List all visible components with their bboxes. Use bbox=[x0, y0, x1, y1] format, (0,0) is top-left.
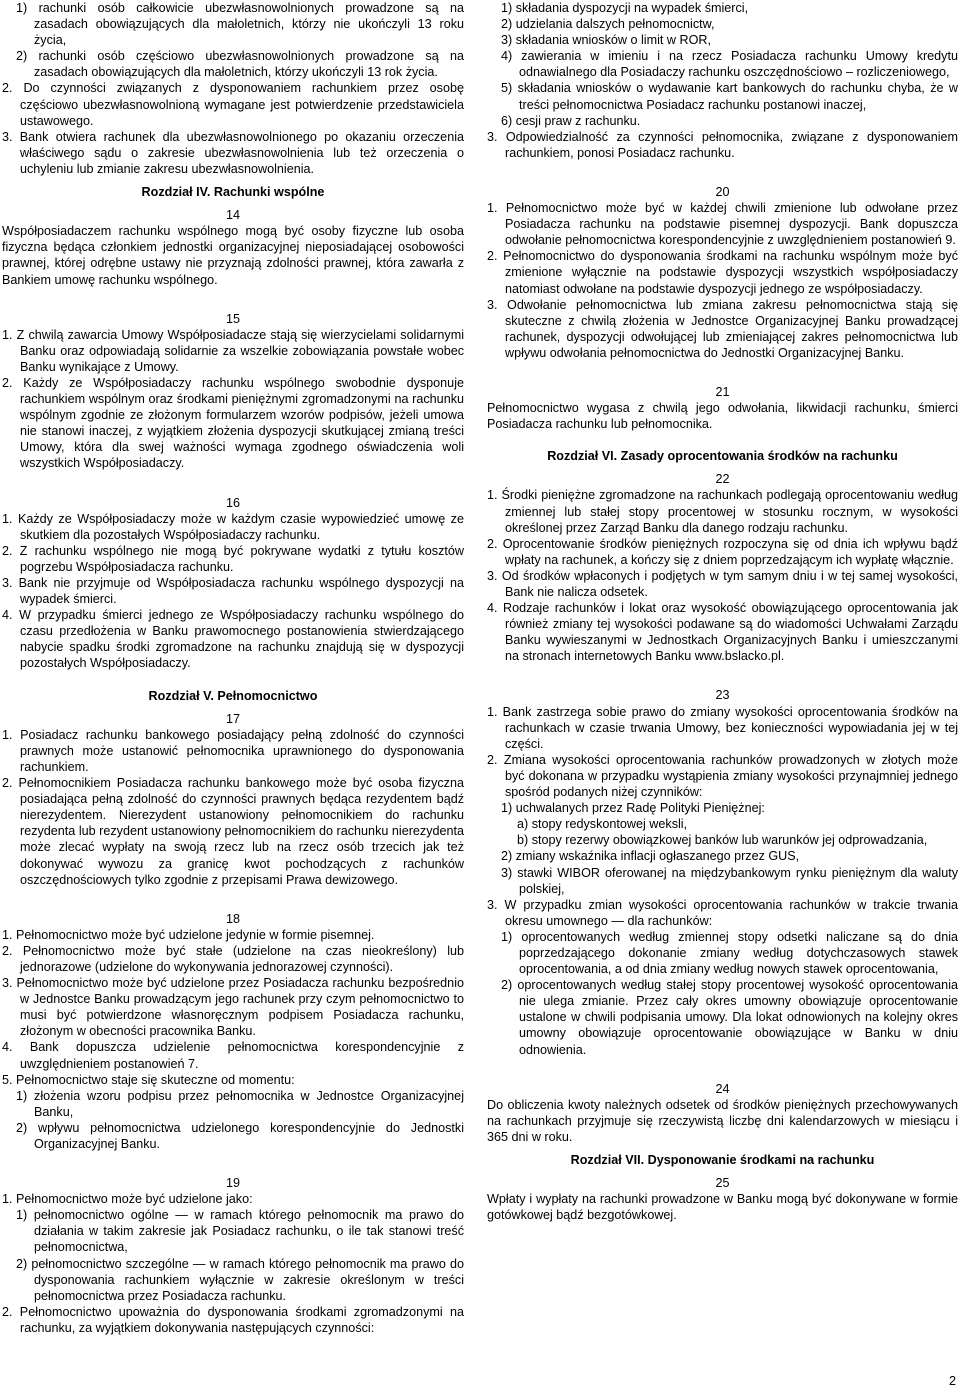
section-22-number: 22 bbox=[715, 472, 730, 487]
cont-item-6: 6) cesji praw z rachunku. bbox=[501, 113, 641, 128]
section-18-item-1: 1. Pełnomocnictwo może być udzielone jedynie w formie pisemnej. bbox=[2, 927, 375, 942]
section-22-item-2: 2. Oprocentowanie środków pieniężnych rozpoczyna się od dnia ich wpływu bądź wpłaty na rachunek, a kończy się z dniem poprzedzającym ich wypłatę włącznie. bbox=[487, 536, 958, 567]
section-14-number: 14 bbox=[225, 208, 240, 223]
section-19-item-1: 1. Pełnomocnictwo może być udzielone jako: bbox=[2, 1192, 253, 1207]
page-number: 2 bbox=[948, 1373, 956, 1388]
section-23-factor-1b: b) stopy rezerwy obowiązkowej banków lub warunków jej odprowadzania, bbox=[517, 833, 928, 848]
intro-item-2: 2) rachunki osób częściowo ubezwłasnowolnionych prowadzone są na zasadach obowiązujących dla małoletnich, którzy ukończyli 13 rok życia. bbox=[16, 49, 464, 80]
section-20-number: 20 bbox=[715, 184, 730, 199]
section-20-item-1: 1. Pełnomocnictwo może być w każdej chwili zmienione lub odwołane przez Posiadacza rachunku na podstawie pisemnej dyspozycji. Bank dopuszcza odwołanie pełnomocnictwa korespondencyjnie z uwzględnieniem postanowień 9. bbox=[487, 201, 958, 248]
section-18-item-4: 4. Bank dopuszcza udzielenie pełnomocnictwa korespondencyjnie z uwzględnieniem postanowień 7. bbox=[2, 1040, 464, 1071]
section-23-rule-1: 1) oprocentowanych według zmiennej stopy odsetki naliczane są do dnia poprzedzającego dokonanie zmiany według dotychczasowych stawek oprocentowania, a od dnia zmiany według nowych stawek oprocentowania, bbox=[501, 929, 958, 977]
section-16-item-4: 4. W przypadku śmierci jednego ze Współposiadaczy rachunku wspólnego do czasu przedłożenia w Banku prawomocnego postanowienia stwierdzającego nabycie spadku środki zgromadzone na rachunku znajdują się w dyspozycji pozostałych Współposiadaczy. bbox=[2, 608, 464, 671]
section-18-item-5: 5. Pełnomocnictwo staje się skuteczne od momentu: bbox=[2, 1072, 295, 1087]
section-18-number: 18 bbox=[225, 911, 240, 926]
section-15-item-2: 2. Każdy ze Współposiadaczy rachunku wspólnego swobodnie dysponuje rachunkiem wspólnym oraz środkami pieniężnymi zgromadzonymi na rachunku wspólnym zgodnie ze złożonym formularzem wzorów podpisów, jeżeli umowa nie stanowi inaczej, z wyjątkiem złożenia dyspozycji skutkującej zmianą treści Umowy, która dla swej ważności wymaga zgodnego oświadczenia woli wszystkich Współposiadaczy. bbox=[2, 375, 464, 471]
chapter-6-title: Rozdział VI. Zasady oprocentowania środków na rachunku bbox=[547, 449, 898, 464]
section-19-item-2: 2. Pełnomocnictwo upoważnia do dysponowania środkami zgromadzonymi na rachunku, za wyjątkiem dokonywania następujących czynności: bbox=[2, 1304, 464, 1335]
section-22-item-4: 4. Rodzaje rachunków i lokat oraz wysokość obowiązującego oprocentowania jak również zmiany tej wysokości podawane są do wiadomości Uchwałami Zarządu Banku wywieszanymi w Jednostkach Organizacyjnych Banku i umieszczanymi na stronach internetowych Banku www.bslacko.pl. bbox=[487, 601, 958, 664]
section-19-number: 19 bbox=[225, 1176, 240, 1191]
left-column bbox=[2, 0, 464, 1336]
section-21-number: 21 bbox=[715, 384, 730, 399]
section-24-number: 24 bbox=[715, 1081, 730, 1096]
section-15-number: 15 bbox=[225, 311, 240, 326]
chapter-5-title: Rozdział V. Pełnomocnictwo bbox=[148, 688, 318, 703]
section-18-item-3: 3. Pełnomocnictwo może być udzielone przez Posiadacza rachunku bezpośrednio w Jednostce Banku prowadzącym jego rachunek przy czym pełnomocnictwo to musi być potwierdzone własnoręcznym podpisem Posiadacza rachunku, złożonym w obecności pracownika Banku. bbox=[2, 976, 464, 1039]
section-18-item-2: 2. Pełnomocnictwo może być stałe (udzielone na czas nieokreślony) lub jednorazowe (udzielone do wykonywania jednorazowej czynności). bbox=[2, 943, 464, 974]
section-23-factor-2: 2) zmiany wskaźnika inflacji ogłaszanego przez GUS, bbox=[501, 849, 800, 864]
section-14-text: Współposiadaczem rachunku wspólnego mogą być osoby fizyczne lub osoba fizyczna będąca członkiem jednostki organizacyjnej nieposiadającej osobowości prawnej, której odrębne ustawy nie przyznają zdolności prawnej, która zawarła z Bankiem umowę rachunku wspólnego. bbox=[2, 224, 464, 287]
section-23-factor-1: 1) uchwalanych przez Radę Polityki Pieniężnej: bbox=[501, 801, 765, 816]
section-22-item-3: 3. Od środków wpłaconych i podjętych w tym samym dniu i w tej samej wysokości, Bank nie nalicza odsetek. bbox=[487, 568, 958, 599]
section-20-item-2: 2. Pełnomocnictwo do dysponowania środkami na rachunku wspólnym może być zmienione wyłącznie na podstawie dyspozycji wszystkich współposiadaczy natomiast odwołane na podstawie dyspozycji jednego ze współposiadaczy. bbox=[487, 249, 958, 296]
section-16-item-3: 3. Bank nie przyjmuje od Współposiadacza rachunku wspólnego dyspozycji na wypadek śmierci. bbox=[2, 576, 464, 607]
section-23-number: 23 bbox=[715, 688, 730, 703]
section-20-item-3: 3. Odwołanie pełnomocnictwa lub zmiana zakresu pełnomocnictwa stają się skuteczne z chwilą złożenia w Jednostce Organizacyjnej Banku prowadzącej rachunek, dyspozycji odwołującej lub zmieniającej zakres pełnomocnictwa lub wpływu odwołania pełnomocnictwa do Jednostki Organizacyjnej Banku. bbox=[487, 297, 958, 360]
section-25-text: Wpłaty i wypłaty na rachunki prowadzone w Banku mogą być dokonywane w formie gotówkowej bądź bezgotówkowej. bbox=[487, 1192, 958, 1223]
cont-item-3: 3) składania wniosków o limit w ROR, bbox=[501, 33, 711, 48]
chapter-4-title: Rozdział IV. Rachunki wspólne bbox=[141, 185, 325, 200]
section-18-sub-2: 2) wpływu pełnomocnictwa udzielonego korespondencyjnie do Jednostki Organizacyjnej Banku. bbox=[16, 1120, 464, 1151]
cont-para-3: 3. Odpowiedzialność za czynności pełnomocnika, związane z dysponowaniem rachunkiem, ponosi Posiadacz rachunku. bbox=[487, 129, 958, 160]
section-15-item-1: 1. Z chwilą zawarcia Umowy Współposiadacze stają się wierzycielami solidarnymi Banku oraz odpowiadają solidarnie za wszelkie zobowiązania powstałe wobec Banku wynikające z Umowy. bbox=[2, 327, 464, 374]
section-16-item-1: 1. Każdy ze Współposiadaczy może w każdym czasie wypowiedzieć umowę ze skutkiem dla pozostałych Współposiadaczy rachunku. bbox=[2, 511, 464, 542]
section-19-sub-2: 2) pełnomocnictwo szczególne — w ramach którego pełnomocnik ma prawo do dysponowania rachunkiem wyłącznie w zakresie określonym w treści pełnomocnictwa przez Posiadacza rachunku. bbox=[16, 1256, 464, 1303]
section-23-item-3: 3. W przypadku zmian wysokości oprocentowania rachunków w trakcie trwania okresu umownego — dla rachunków: bbox=[487, 897, 958, 928]
section-23-factor-1a: a) stopy redyskontowej weksli, bbox=[517, 817, 688, 832]
right-column bbox=[487, 0, 958, 1223]
section-16-item-2: 2. Z rachunku wspólnego nie mogą być pokrywane wydatki z tytułu kosztów pogrzebu Współposiadacza rachunku. bbox=[2, 543, 464, 574]
section-23-item-1: 1. Bank zastrzega sobie prawo do zmiany wysokości oprocentowania środków na rachunkach w czasie trwania Umowy, bez konieczności wypowiadania jej w tej części. bbox=[487, 704, 958, 751]
intro-item-1: 1) rachunki osób całkowicie ubezwłasnowolnionych prowadzone są na zasadach obowiązujących dla małoletnich, którzy nie ukończyli 13 roku życia, bbox=[16, 1, 464, 48]
section-18-sub-1: 1) złożenia wzoru podpisu przez pełnomocnika w Jednostce Organizacyjnej Banku, bbox=[16, 1088, 464, 1119]
section-23-factor-3: 3) stawki WIBOR oferowanej na międzybankowym rynku pieniężnym dla waluty polskiej, bbox=[501, 865, 958, 896]
section-17-item-1: 1. Posiadacz rachunku bankowego posiadający pełną zdolność do czynności prawnych może ustanowić pełnomocnika uprawnionego do dysponowania rachunkiem. bbox=[2, 727, 464, 774]
section-16-number: 16 bbox=[225, 495, 240, 510]
intro-para-3: 3. Bank otwiera rachunek dla ubezwłasnowolnionego po okazaniu orzeczenia właściwego sądu o zakresie ubezwłasnowolnienia lub też orzeczenia o uchyleniu lub zmianie zakresu ubezwłasnowolnienia. bbox=[2, 129, 464, 176]
section-21-text: Pełnomocnictwo wygasa z chwilą jego odwołania, likwidacji rachunku, śmierci Posiadacza rachunku lub pełnomocnika. bbox=[487, 401, 958, 432]
section-23-rule-2: 2) oprocentowanych według stałej stopy procentowej wysokość oprocentowania nie ulega zmianie. Przez cały okres umowny obowiązuje oprocentowanie ustalone w chwili podpisania umowy. Dla lokat odnowionych na kolejny okres umowny obowiązuje oprocentowanie obowiązujące w Banku w dniu odnowienia. bbox=[501, 978, 958, 1057]
section-23-item-2: 2. Zmiana wysokości oprocentowania rachunków prowadzonych w złotych może być dokonana w przypadku wystąpienia zmiany wysokości przynajmniej jednego spośród podanych niżej czynników: bbox=[487, 752, 958, 800]
section-19-sub-1: 1) pełnomocnictwo ogólne — w ramach którego pełnomocnik ma prawo do działania w takim zakresie jak Posiadacz rachunku, o ile tak stanowi treść pełnomocnictwa, bbox=[16, 1208, 464, 1255]
cont-item-4: 4) zawierania w imieniu i na rzecz Posiadacza rachunku Umowy kredytu odnawialnego dla Posiadaczy rachunku oszczędnościowo – rozliczeniowego, bbox=[501, 49, 958, 80]
cont-item-2: 2) udzielania dalszych pełnomocnictw, bbox=[501, 17, 715, 32]
section-17-number: 17 bbox=[225, 711, 240, 726]
chapter-7-title: Rozdział VII. Dysponowanie środkami na rachunku bbox=[570, 1153, 875, 1167]
cont-item-5: 5) składania wniosków o wydawanie kart bankowych do rachunku chyba, że w treści pełnomocnictwa Posiadacz rachunku postanowi inaczej, bbox=[501, 81, 958, 112]
intro-para-2: 2. Do czynności związanych z dysponowaniem rachunkiem przez osobę częściowo ubezwłasnowolnioną wymagane jest potwierdzenie przedstawiciela ustawowego. bbox=[2, 81, 464, 128]
section-22-item-1: 1. Środki pieniężne zgromadzone na rachunkach podlegają oprocentowaniu według zmiennej lub stałej stopy procentowej w stosunku rocznym, w wysokości określonej przez Zarząd Banku dla danego rodzaju rachunku. bbox=[487, 488, 958, 535]
section-24-text: Do obliczenia kwoty należnych odsetek od środków pieniężnych przechowywanych na rachunkach przyjmuje się rzeczywistą liczbę dni kalendarzowych w miesiącu i 365 dni w roku. bbox=[487, 1097, 958, 1144]
cont-item-1: 1) składania dyspozycji na wypadek śmierci, bbox=[501, 1, 749, 15]
section-17-item-2: 2. Pełnomocnikiem Posiadacza rachunku bankowego może być osoba fizyczna posiadająca pełną zdolność do czynności prawnych będąca rezydentem bądź nierezydentem. Nierezydent ustanowiony pełnomocnikiem do rachunku rezydenta lub rezydent ustanowiony pełnomocnikiem do rachunku nierezydenta może zlecać wypłaty na swoją rzecz lub na rzecz osób trzecich jak też dokonywać wywozu za granicę kwot pochodzących z rachunków oszczędnościowych tylko zgodnie z przepisami Prawa dewizowego. bbox=[2, 776, 464, 887]
section-25-number: 25 bbox=[715, 1176, 730, 1191]
